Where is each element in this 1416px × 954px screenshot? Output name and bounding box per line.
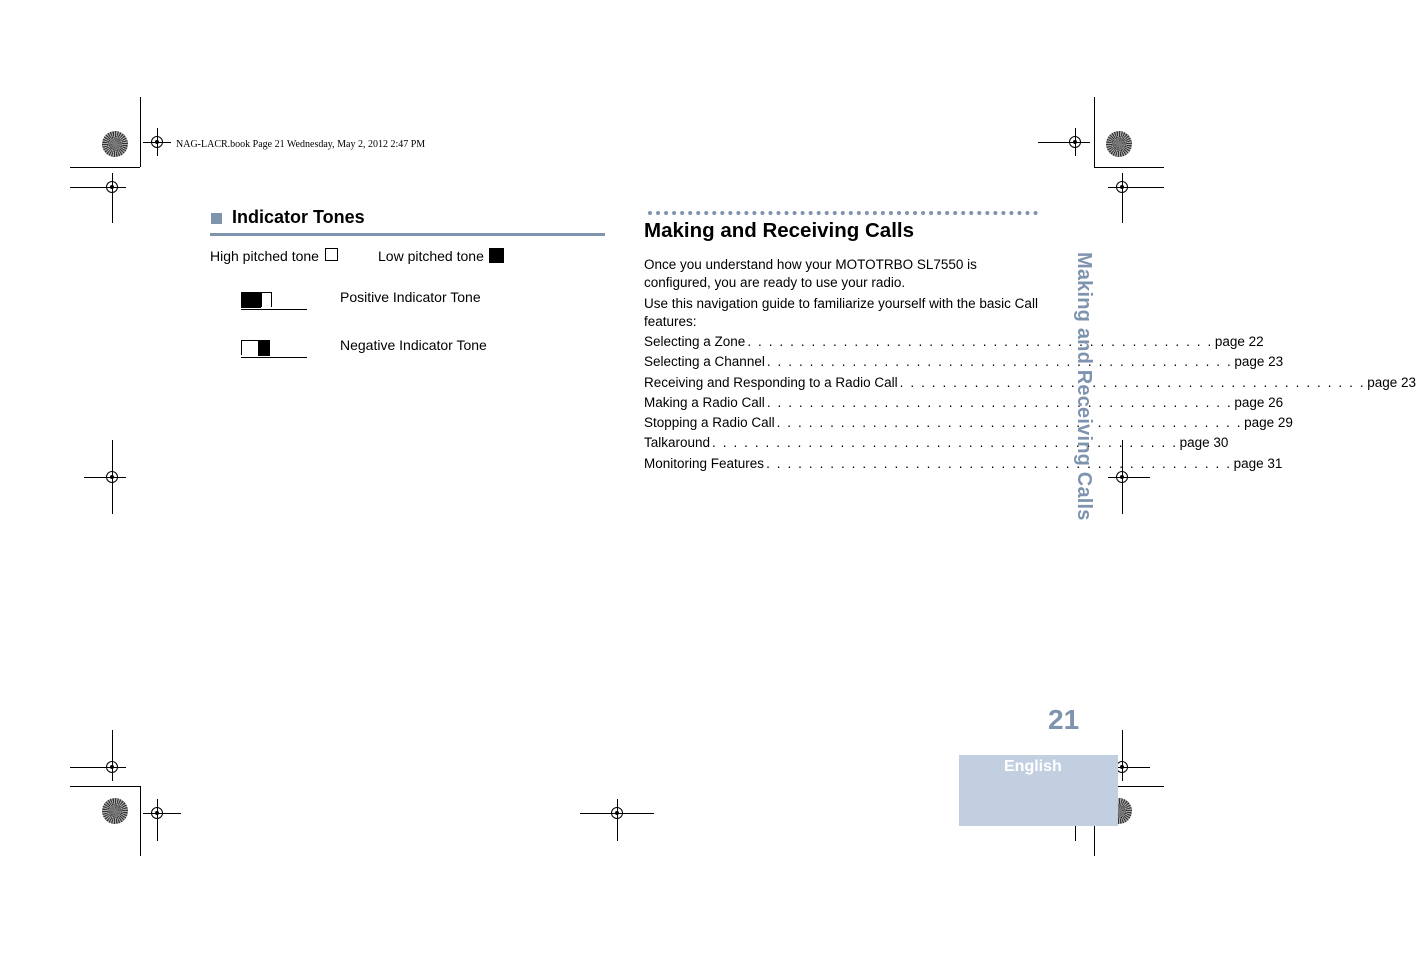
low-tone-icon: [489, 248, 504, 263]
registration-target-icon: [1106, 131, 1132, 157]
toc-leader: . . . . . . . . . . . . . . . . . . . . . . . . . . . . . . . . . . . . . . . . . . . .: [766, 354, 1233, 369]
chapter-side-title: Making and Receiving Calls: [1073, 252, 1095, 521]
crop-mark: [70, 786, 140, 787]
toc-entry[interactable]: [644, 354, 1284, 374]
toc-entry-page: page 22: [1214, 334, 1264, 349]
crop-mark: [70, 167, 140, 168]
toc-entry[interactable]: [644, 395, 1284, 415]
toc-entry-label: Selecting a Channel: [644, 354, 765, 369]
toc-entry-page: page 23: [1234, 354, 1284, 369]
crop-mark: [1094, 97, 1095, 167]
toc-entry-page: page 26: [1234, 395, 1284, 410]
title-dotted-rule: [648, 211, 1038, 215]
positive-tone-sequence-icon: [241, 292, 307, 310]
toc-leader: . . . . . . . . . . . . . . . . . . . . . . . . . . . . . . . . . . . . . . . . . . . .: [747, 334, 1213, 349]
negative-tone-label: Negative Indicator Tone: [340, 337, 487, 353]
toc-entry-label: Receiving and Responding to a Radio Call: [644, 375, 898, 390]
crop-mark: [140, 97, 141, 167]
toc-entry[interactable]: [644, 415, 1293, 435]
toc-entry-page: page 31: [1233, 456, 1283, 471]
book-info-header: NAG-LACR.book Page 21 Wednesday, May 2, 2012 2:47 PM: [176, 139, 426, 150]
negative-tone-sequence-icon: [241, 340, 307, 358]
toc-entry-page: page 23: [1367, 375, 1416, 390]
page-number: 21: [1048, 704, 1080, 735]
toc-entry[interactable]: [644, 334, 1264, 354]
toc-entry[interactable]: [644, 435, 1229, 455]
crop-mark: [1094, 167, 1164, 168]
toc-entry-label: Making a Radio Call: [644, 395, 765, 410]
intro-paragraph: Once you understand how your MOTOTRBO SL7550 is configured, you are ready to use your radio.: [644, 257, 977, 290]
toc-leader: . . . . . . . . . . . . . . . . . . . . . . . . . . . . . . . . . . . . . . . . . . . .: [776, 415, 1243, 430]
toc-leader: . . . . . . . . . . . . . . . . . . . . . . . . . . . . . . . . . . . . . . . . . . . .: [766, 395, 1233, 410]
section-bullet-icon: [211, 213, 222, 224]
section-title-indicator-tones: Indicator Tones: [232, 207, 365, 227]
toc-entry-label: Stopping a Radio Call: [644, 415, 775, 430]
nav-guide-paragraph: Use this navigation guide to familiarize yourself with the basic Call features:: [644, 296, 1038, 329]
toc-entry[interactable]: [644, 375, 1416, 395]
section-rule: [210, 233, 605, 236]
high-tone-icon: [325, 248, 338, 261]
toc-entry-label: Selecting a Zone: [644, 334, 746, 349]
registration-target-icon: [102, 131, 128, 157]
page-title: Making and Receiving Calls: [644, 219, 914, 242]
toc-entry-page: page 30: [1179, 435, 1229, 450]
crop-mark: [140, 786, 141, 856]
toc-entry-page: page 29: [1244, 415, 1293, 430]
toc-leader: . . . . . . . . . . . . . . . . . . . . . . . . . . . . . . . . . . . . . . . . . . . .: [712, 435, 1178, 450]
toc-entry-label: Talkaround: [644, 435, 711, 450]
toc-entry-label: Monitoring Features: [644, 456, 765, 471]
low-pitched-label: Low pitched tone: [378, 248, 484, 264]
toc-entry[interactable]: [644, 456, 1283, 476]
toc-leader: . . . . . . . . . . . . . . . . . . . . . . . . . . . . . . . . . . . . . . . . . . . .: [899, 375, 1366, 390]
high-pitched-label: High pitched tone: [210, 248, 319, 264]
toc-leader: . . . . . . . . . . . . . . . . . . . . . . . . . . . . . . . . . . . . . . . . . . . .: [766, 456, 1232, 471]
positive-tone-label: Positive Indicator Tone: [340, 289, 481, 305]
language-label: English: [1004, 758, 1062, 775]
registration-target-icon: [102, 798, 128, 824]
